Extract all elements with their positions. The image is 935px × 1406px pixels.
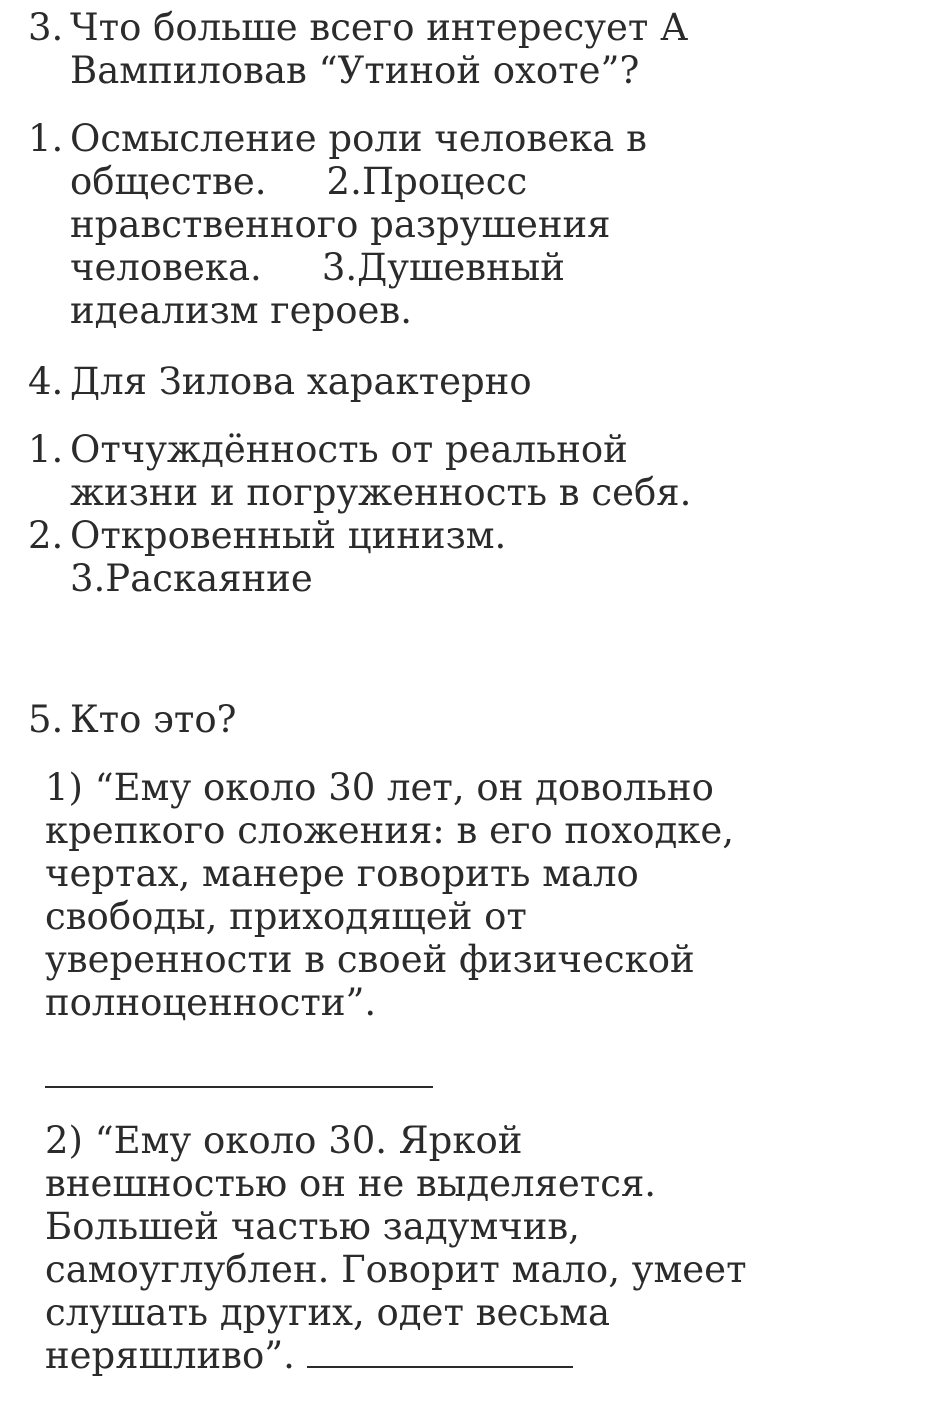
question-number: 4.: [28, 360, 64, 403]
answer-fragment: 3.Душевный: [321, 246, 565, 289]
quote-line: 2) “Ему около 30. Яркой: [45, 1119, 523, 1162]
answer-blank-line[interactable]: [45, 1086, 433, 1088]
quote-1: [0, 766, 935, 1024]
question-line: Для Зилова характерно: [70, 360, 532, 403]
answer-number: 1.: [28, 117, 64, 160]
quote-line: [45, 1334, 935, 1377]
question-number: 3.: [28, 6, 64, 49]
answer-blank-line[interactable]: [307, 1336, 573, 1368]
answer-fragment: обществе.: [70, 160, 267, 203]
question-3-text: [0, 6, 935, 92]
answer-number: 1.: [28, 428, 64, 471]
question-line: Что больше всего интересует А: [70, 6, 689, 49]
question-5: [0, 698, 935, 741]
answer-fragment: человека.: [70, 246, 262, 289]
answer-line: [70, 160, 935, 203]
answer-list-item: [0, 428, 935, 514]
answer-line: Отчуждённость от реальной: [70, 428, 628, 471]
answer-line: Осмысление роли человека в: [70, 117, 647, 160]
quote-line: свободы, приходящей от: [45, 895, 527, 938]
question-5-text: [0, 698, 935, 741]
answer-line: [70, 246, 935, 289]
answer-fragment: 2.Процесс: [326, 160, 528, 203]
quote-line: полноценности”.: [45, 981, 377, 1024]
question-line: Кто это?: [70, 698, 237, 741]
question-line: Вампиловав “Утиной охоте”?: [70, 49, 640, 92]
answer-line: нравственного разрушения: [70, 203, 611, 246]
answer-list-item: [0, 117, 935, 332]
quote-line: чертах, манере говорить мало: [45, 852, 639, 895]
question-4: [0, 360, 935, 403]
answer-line: 3.Раскаяние: [70, 557, 313, 600]
answer-list-item: [0, 514, 935, 600]
question-4-text: [0, 360, 935, 403]
quote-fragment: неряшливо”.: [45, 1334, 295, 1377]
question-number: 5.: [28, 698, 64, 741]
answer-line: жизни и погруженность в себя.: [70, 471, 692, 514]
question-3: [0, 6, 935, 92]
question-3-answers: [0, 117, 935, 332]
quote-line: слушать других, одет весьма: [45, 1291, 611, 1334]
quote-line: 1) “Ему около 30 лет, он довольно: [45, 766, 714, 809]
quote-line: внешностью он не выделяется.: [45, 1162, 657, 1205]
answer-line: идеализм героев.: [70, 289, 413, 332]
quote-line: уверенности в своей физической: [45, 938, 695, 981]
quote-line: самоуглублен. Говорит мало, умеет: [45, 1248, 747, 1291]
question-4-answers: [0, 428, 935, 600]
quote-line: крепкого сложения: в его походке,: [45, 809, 735, 852]
quote-line: Большей частью задумчив,: [45, 1205, 580, 1248]
answer-line: Откровенный цинизм.: [70, 514, 507, 557]
quote-2: [0, 1119, 935, 1377]
answer-number: 2.: [28, 514, 64, 557]
